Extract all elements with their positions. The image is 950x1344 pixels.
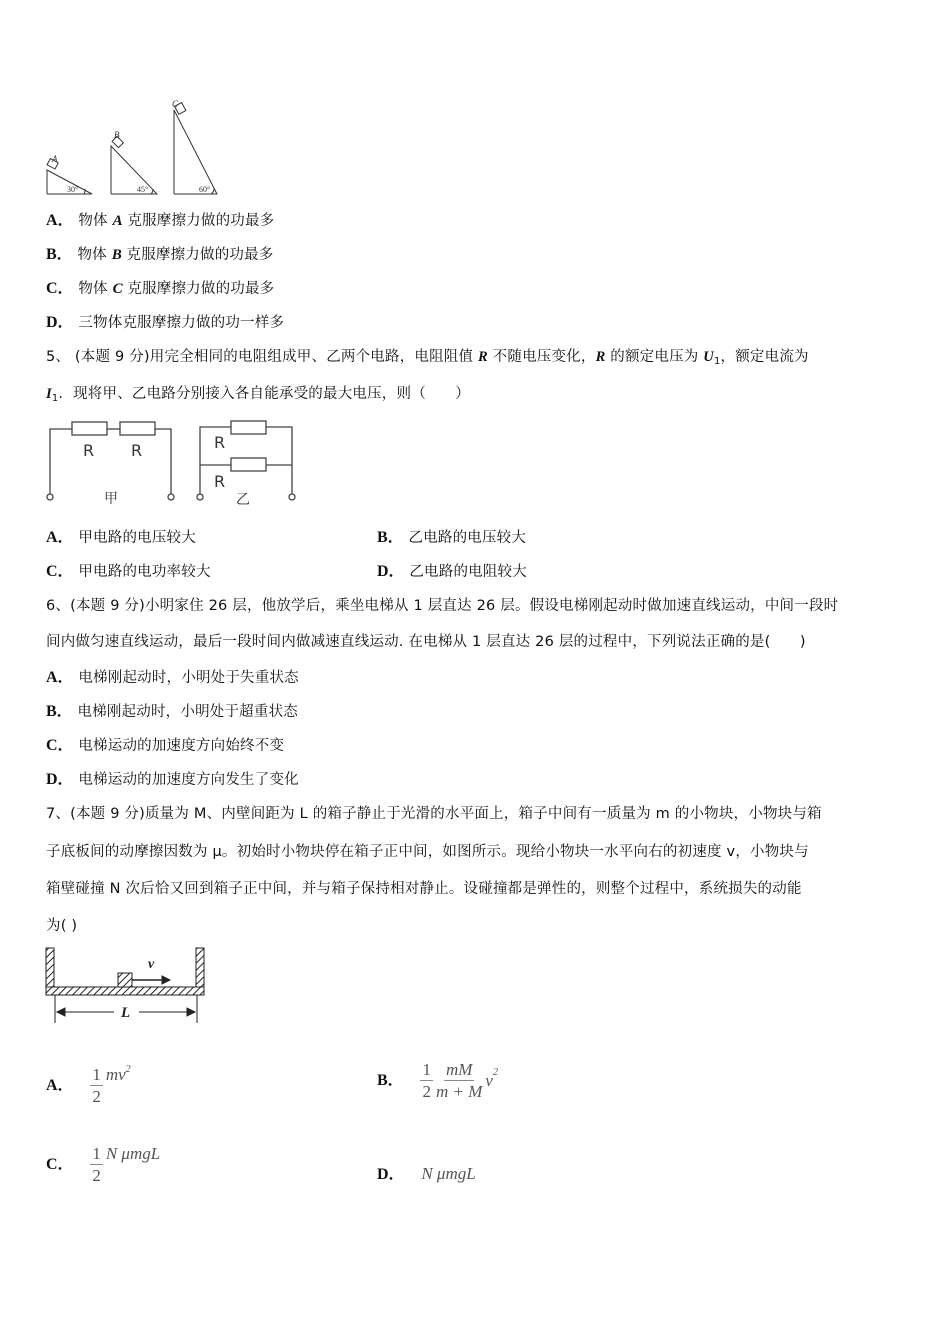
q4-option-a[interactable] bbox=[46, 210, 274, 231]
triangle-c-label: C bbox=[172, 99, 179, 109]
option-label: B． bbox=[377, 529, 404, 546]
fraction bbox=[90, 1144, 103, 1187]
q7-stem-line1: 7、(本题 9 分)质量为 M、内壁间距为 L 的箱子静止于光滑的水平面上，箱子中间有一质量为 m 的小物块，小物块与箱 bbox=[46, 806, 822, 822]
stem-text: ，额定电流为 bbox=[720, 349, 809, 365]
stem-text: 5、 (本题 9 分)用完全相同的电阻组成甲、乙两个电路，电阻阻值 bbox=[46, 349, 478, 365]
expression: mv bbox=[105, 1065, 126, 1084]
circuit-yi-label: 乙 bbox=[236, 492, 250, 508]
numerator: 1 bbox=[422, 1060, 431, 1079]
option-label: B． bbox=[46, 246, 73, 263]
q7-option-b[interactable] bbox=[377, 1060, 498, 1106]
numerator: 1 bbox=[92, 1064, 101, 1084]
q5-option-a[interactable] bbox=[46, 527, 196, 548]
q7-stem-line3: 箱壁碰撞 N 次后恰又回到箱子正中间，并与箱子保持相对静止。设碰撞都是弹性的，则整个过程中，系统损失的动能 bbox=[46, 881, 802, 897]
option-text: 克服摩擦力做的功最多 bbox=[122, 213, 275, 229]
var-r: R bbox=[478, 349, 488, 365]
q5-option-c[interactable] bbox=[46, 561, 211, 582]
option-text: 克服摩擦力做的功最多 bbox=[121, 247, 274, 263]
option-var: A bbox=[112, 213, 123, 229]
option-text: 乙电路的电压较大 bbox=[408, 530, 527, 546]
option-label: D． bbox=[377, 1166, 405, 1183]
expression: v bbox=[485, 1071, 493, 1091]
circuit-diagram bbox=[44, 418, 304, 514]
denominator: 2 bbox=[92, 1166, 101, 1185]
option-text: 电梯运动的加速度方向始终不变 bbox=[78, 738, 285, 754]
numerator: 1 bbox=[92, 1144, 101, 1163]
q5-stem-line2 bbox=[46, 384, 470, 409]
expression: N μmgL bbox=[105, 1144, 161, 1164]
q5-circuits-figure bbox=[44, 418, 304, 514]
stem-text: 的额定电压为 bbox=[605, 349, 704, 365]
option-label: A． bbox=[46, 1077, 74, 1094]
expression: N μmgL bbox=[421, 1164, 476, 1183]
q7-option-a[interactable] bbox=[46, 1060, 131, 1106]
superscript: 2 bbox=[492, 1067, 498, 1079]
option-text: 电梯刚起动时，小明处于失重状态 bbox=[78, 670, 299, 686]
angle-60-label: 60° bbox=[199, 185, 211, 194]
numerator: mM bbox=[445, 1060, 473, 1079]
angle-45-label: 45° bbox=[137, 185, 149, 194]
q6-option-d[interactable] bbox=[46, 769, 299, 790]
q6-stem-line1: 6、(本题 9 分)小明家住 26 层，他放学后，乘坐电梯从 1 层直达 26 层。假设电梯刚起动时做加速直线运动，中间一段时 bbox=[46, 598, 839, 614]
box-block-diagram bbox=[44, 945, 209, 1025]
var-i: I bbox=[46, 386, 52, 402]
var-r: R bbox=[595, 349, 606, 365]
option-label: C． bbox=[46, 280, 74, 297]
option-text: 物体 bbox=[78, 213, 113, 229]
circuit-jia-label: 甲 bbox=[104, 491, 118, 507]
option-text: 物体 bbox=[78, 281, 113, 297]
velocity-label: v bbox=[148, 957, 155, 972]
length-label: L bbox=[121, 1005, 131, 1021]
resistor-label: R bbox=[214, 472, 226, 491]
option-text: 物体 bbox=[77, 247, 112, 263]
option-var: C bbox=[112, 281, 123, 297]
option-label: C． bbox=[46, 737, 74, 754]
option-text: 电梯运动的加速度方向发生了变化 bbox=[78, 772, 299, 788]
option-text: 乙电路的电阻较大 bbox=[409, 564, 527, 580]
option-label: A． bbox=[46, 669, 74, 686]
q5-option-d[interactable] bbox=[377, 561, 527, 582]
option-label: B． bbox=[377, 1072, 404, 1090]
fraction bbox=[90, 1065, 103, 1108]
option-label: A． bbox=[46, 212, 74, 229]
q7-box-figure bbox=[44, 945, 209, 1025]
q6-option-a[interactable] bbox=[46, 667, 299, 688]
option-label: D． bbox=[46, 771, 74, 788]
q7-stem-line2: 子底板间的动摩擦因数为 μ。初始时小物块停在箱子正中间，如图所示。现给小物块一水平向右的初速度 v，小物块与 bbox=[46, 844, 809, 860]
option-label: B． bbox=[46, 703, 73, 720]
inclines-diagram bbox=[44, 98, 224, 198]
q7-option-c[interactable] bbox=[46, 1144, 160, 1190]
option-label: C． bbox=[46, 1156, 74, 1174]
q7-option-d[interactable] bbox=[377, 1164, 476, 1185]
q6-option-b[interactable] bbox=[46, 701, 298, 722]
resistor-label: R bbox=[214, 433, 226, 452]
denominator: 2 bbox=[422, 1082, 431, 1101]
resistor-label: R bbox=[83, 441, 95, 460]
superscript: 2 bbox=[125, 1064, 131, 1075]
stem-text: 不随电压变化， bbox=[487, 349, 596, 365]
resistor-label: R bbox=[131, 441, 143, 460]
q6-option-c[interactable] bbox=[46, 735, 284, 756]
option-label: D． bbox=[377, 563, 405, 580]
option-label: C． bbox=[46, 563, 74, 580]
option-label: D． bbox=[46, 314, 74, 331]
stem-text: ．现将甲、乙电路分别接入各自能承受的最大电压，则（ ） bbox=[58, 386, 471, 402]
q4-option-b[interactable] bbox=[46, 244, 274, 265]
var-u: U bbox=[703, 349, 714, 365]
option-label: A． bbox=[46, 529, 74, 546]
triangle-a-label: A bbox=[52, 154, 58, 164]
option-text: 克服摩擦力做的功最多 bbox=[122, 281, 275, 297]
q5-stem-line1 bbox=[46, 347, 809, 372]
q5-option-b[interactable] bbox=[377, 527, 526, 548]
subscript: 1 bbox=[713, 356, 721, 367]
q6-stem-line2: 间内做匀速直线运动，最后一段时间内做减速直线运动. 在电梯从 1 层直达 26 层的过程中，下列说法正确的是( ) bbox=[46, 634, 806, 650]
denominator: m + M bbox=[435, 1082, 483, 1101]
option-text: 甲电路的电压较大 bbox=[78, 530, 196, 546]
option-text: 电梯刚起动时，小明处于超重状态 bbox=[77, 704, 298, 720]
denominator: 2 bbox=[92, 1086, 101, 1106]
option-text: 三物体克服摩擦力做的功一样多 bbox=[78, 315, 285, 331]
q7-stem-line4: 为( ) bbox=[46, 918, 78, 934]
option-text: 甲电路的电功率较大 bbox=[78, 564, 211, 580]
fraction bbox=[420, 1060, 433, 1103]
angle-30-label: 30° bbox=[67, 185, 79, 194]
option-var: B bbox=[111, 247, 122, 263]
triangle-b-label: B bbox=[114, 130, 120, 140]
subscript: 1 bbox=[51, 393, 59, 404]
fraction bbox=[436, 1060, 482, 1103]
q4-option-c[interactable] bbox=[46, 278, 274, 299]
q4-option-d[interactable] bbox=[46, 312, 284, 333]
q4-inclines-figure bbox=[44, 98, 224, 198]
